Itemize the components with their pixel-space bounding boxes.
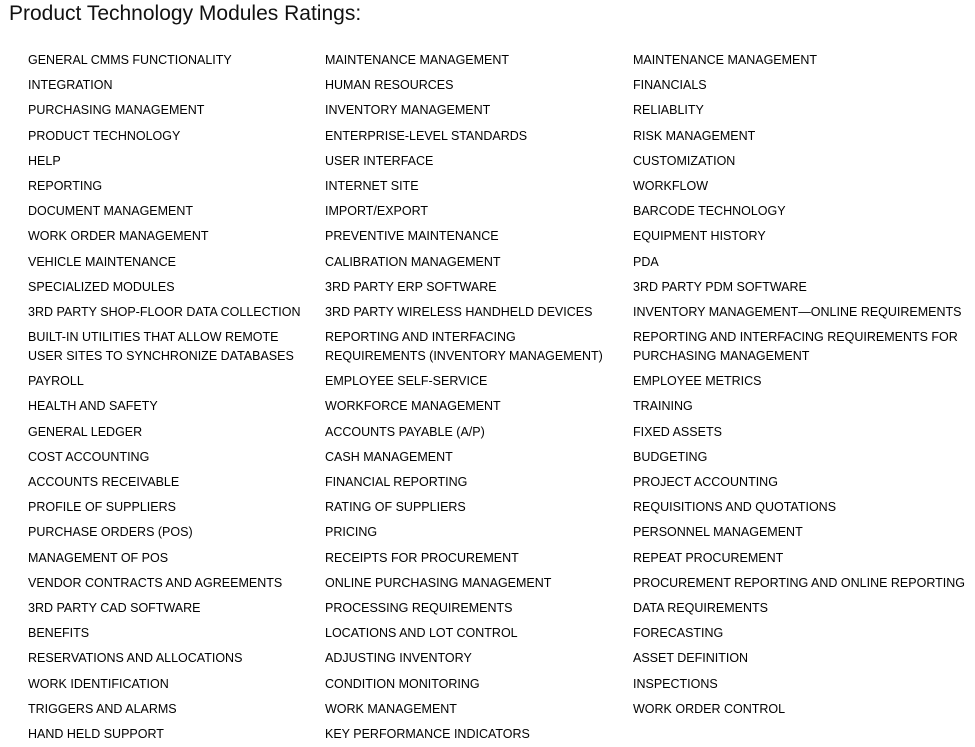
module-item: BENEFITS [28,626,90,641]
module-item: REPORTING AND INTERFACING REQUIREMENTS FOR PURCHASING MANAGEMENT [633,330,958,364]
module-item: RESERVATIONS AND ALLOCATIONS [28,651,243,666]
module-item: BUILT-IN UTILITIES THAT ALLOW REMOTE USER SITES TO SYNCHRONIZE DATABASES [28,330,294,364]
page-title: Product Technology Modules Ratings: [9,2,362,25]
module-item: FINANCIALS [633,78,707,93]
module-item: PROCUREMENT REPORTING AND ONLINE REPORTING [633,575,965,590]
module-item: PURCHASING MANAGEMENT [28,103,205,118]
module-item: CONDITION MONITORING [325,676,480,691]
module-item: MAINTENANCE MANAGEMENT [633,53,818,67]
module-item: PREVENTIVE MAINTENANCE [325,229,499,244]
module-item: COST ACCOUNTING [28,449,150,464]
module-item: REPORTING [28,178,103,193]
module-item: WORKFORCE MANAGEMENT [325,399,501,414]
module-item: ONLINE PURCHASING MANAGEMENT [325,575,552,590]
module-item: WORK IDENTIFICATION [28,676,169,691]
module-item: INSPECTIONS [633,676,718,691]
module-item: EMPLOYEE METRICS [633,374,762,389]
module-item: WORK ORDER CONTROL [633,701,786,716]
module-item: GENERAL CMMS FUNCTIONALITY [28,53,232,67]
module-item: HUMAN RESOURCES [325,78,454,93]
module-item: EMPLOYEE SELF-SERVICE [325,374,488,389]
module-item: RECEIPTS FOR PROCUREMENT [325,550,519,565]
module-item: INVENTORY MANAGEMENT—ONLINE REQUIREMENTS [633,304,962,319]
module-item: WORK MANAGEMENT [325,701,457,716]
module-item: CUSTOMIZATION [633,153,736,168]
module-item: HELP [28,153,61,168]
module-item: REPEAT PROCUREMENT [633,550,784,565]
module-item [633,722,973,747]
module-item: RISK MANAGEMENT [633,128,756,143]
module-item: HAND HELD SUPPORT [28,726,164,741]
module-item: PERSONNEL MANAGEMENT [633,525,803,540]
module-item: ENTERPRISE-LEVEL STANDARDS [325,128,528,143]
module-item: IMPORT/EXPORT [325,204,429,219]
module-item: RATING OF SUPPLIERS [325,500,466,515]
module-item: REQUISITIONS AND QUOTATIONS [633,500,837,515]
module-item: 3RD PARTY ERP SOFTWARE [325,279,497,294]
module-item: ASSET DEFINITION [633,651,749,666]
module-item: FINANCIAL REPORTING [325,475,468,489]
module-item: DATA REQUIREMENTS [633,600,768,615]
module-item: MAINTENANCE MANAGEMENT [325,53,510,67]
module-item: WORKFLOW [633,178,708,193]
module-item: PAYROLL [28,374,84,389]
module-item: ADJUSTING INVENTORY [325,651,472,666]
module-item: HEALTH AND SAFETY [28,399,158,414]
module-item: VENDOR CONTRACTS AND AGREEMENTS [28,575,283,590]
module-item: TRAINING [633,399,693,414]
module-item: USER INTERFACE [325,153,434,168]
module-item: INVENTORY MANAGEMENT [325,103,491,118]
module-item: PRICING [325,525,378,540]
module-item: SPECIALIZED MODULES [28,279,175,294]
module-item: KEY PERFORMANCE INDICATORS [325,726,530,741]
module-item: TRIGGERS AND ALARMS [28,701,177,716]
module-item: PURCHASE ORDERS (POS) [28,525,193,540]
module-item: GENERAL LEDGER [28,424,143,439]
module-item: INTEGRATION [28,78,113,93]
module-item: MANAGEMENT OF POS [28,550,169,565]
module-item: RELIABLITY [633,103,704,118]
module-item: FORECASTING [633,626,724,641]
module-item: EQUIPMENT HISTORY [633,229,766,244]
module-item: BARCODE TECHNOLOGY [633,204,786,219]
module-item: CALIBRATION MANAGEMENT [325,254,501,269]
module-item: ACCOUNTS RECEIVABLE [28,475,180,489]
module-item: CASH MANAGEMENT [325,449,453,464]
module-item: LOCATIONS AND LOT CONTROL [325,626,518,641]
module-list [28,48,973,747]
module-item: 3RD PARTY CAD SOFTWARE [28,600,201,615]
module-item: 3RD PARTY WIRELESS HANDHELD DEVICES [325,304,593,319]
module-item: BUDGETING [633,449,708,464]
module-item: PRODUCT TECHNOLOGY [28,128,181,143]
module-item: WORK ORDER MANAGEMENT [28,229,209,244]
module-item: ACCOUNTS PAYABLE (A/P) [325,424,485,439]
module-item: FIXED ASSETS [633,424,722,439]
module-item: PROCESSING REQUIREMENTS [325,600,513,615]
module-item: PROFILE OF SUPPLIERS [28,500,176,515]
module-item: PDA [633,254,659,269]
module-item: 3RD PARTY SHOP-FLOOR DATA COLLECTION [28,304,301,319]
module-item: INTERNET SITE [325,178,419,193]
module-item: REPORTING AND INTERFACING REQUIREMENTS (INVENTORY MANAGEMENT) [325,330,603,364]
module-item: 3RD PARTY PDM SOFTWARE [633,279,807,294]
module-item: DOCUMENT MANAGEMENT [28,204,194,219]
module-item: VEHICLE MAINTENANCE [28,254,176,269]
module-item: PROJECT ACCOUNTING [633,475,778,489]
